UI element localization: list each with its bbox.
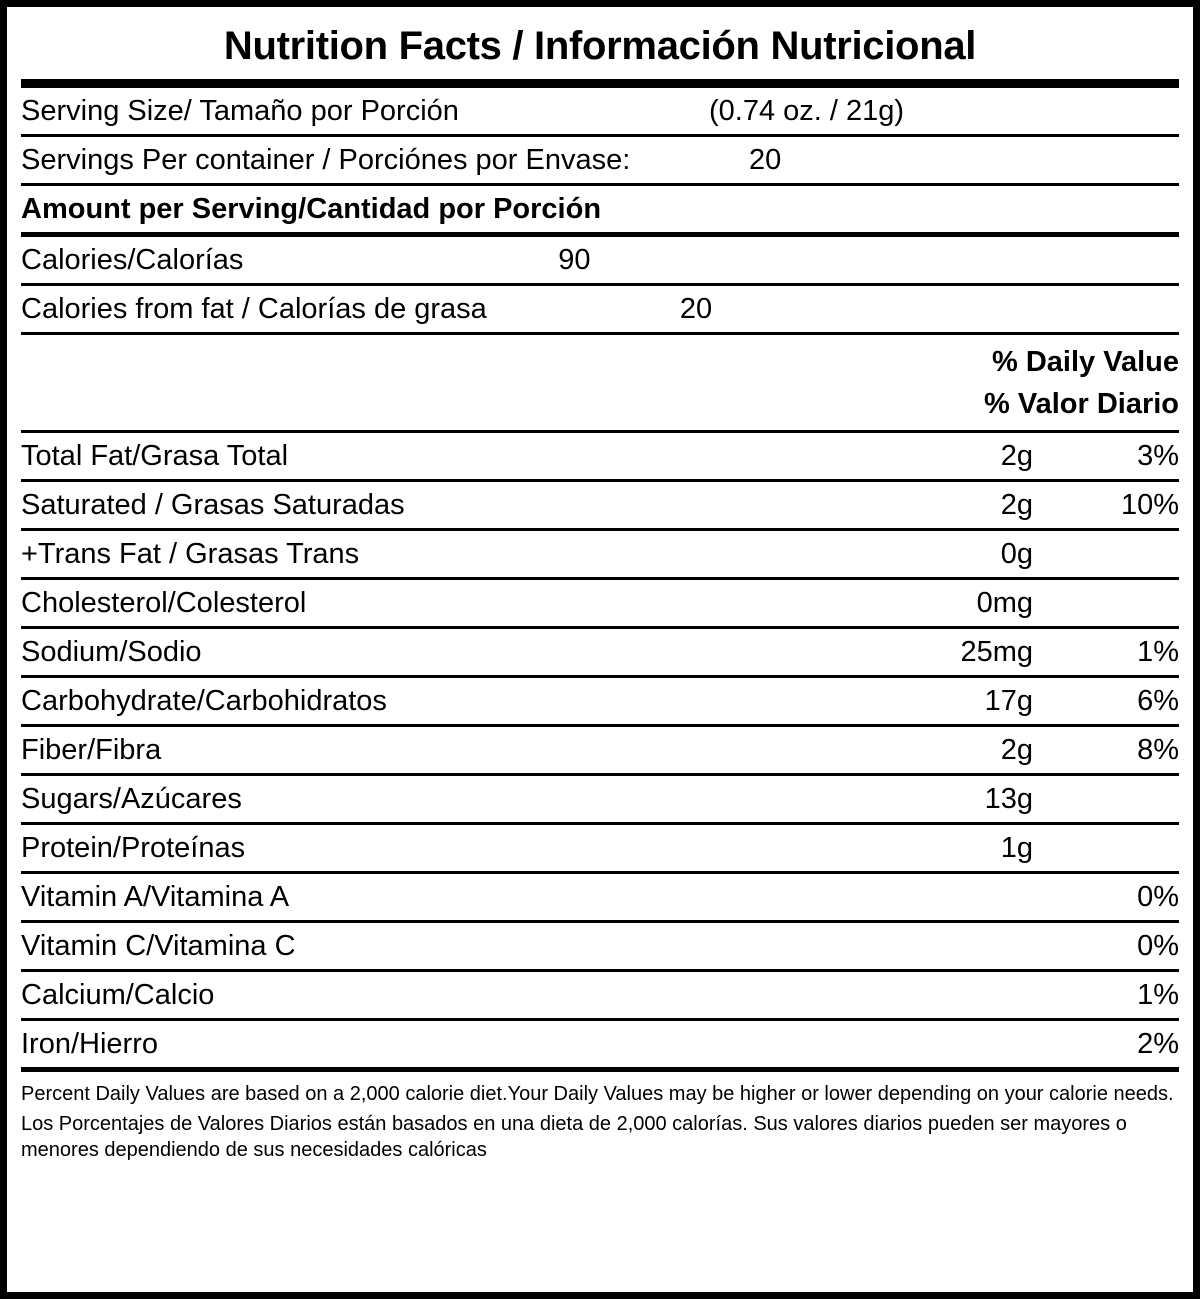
calories-row <box>21 237 1179 283</box>
footnote-en: Percent Daily Values are based on a 2,000 calorie diet.Your Daily Values may be higher or lower depending on your calorie needs. <box>21 1082 1174 1105</box>
serving-size-row <box>21 88 1179 134</box>
nutrient-name: Fiber/Fibra <box>21 733 162 766</box>
nutrient-name: Vitamin A/Vitamina A <box>21 880 290 913</box>
nutrient-amount: 2g <box>1000 439 1033 472</box>
servings-per-container-row <box>21 137 1179 183</box>
nutrient-row <box>21 825 1179 871</box>
daily-value-header-en: % Daily Value <box>992 346 1179 378</box>
calories-from-fat-value: 20 <box>679 293 713 325</box>
daily-value-header-es: % Valor Diario <box>983 388 1179 421</box>
nutrient-amount: 2g <box>1000 488 1033 521</box>
nutrient-name: Iron/Hierro <box>21 1027 158 1060</box>
nutrient-dv: 8% <box>1137 733 1179 766</box>
calories-from-fat-row <box>21 286 1179 332</box>
nutrient-amount: 25mg <box>960 635 1033 668</box>
serving-size-label: Serving Size/ Tamaño por Porción <box>21 95 459 127</box>
amount-per-serving-label: Amount per Serving/Cantidad por Porción <box>21 193 602 225</box>
nutrient-dv: 0% <box>1137 929 1179 962</box>
nutrient-row <box>21 580 1179 626</box>
servings-per-container-value: 20 <box>749 144 782 176</box>
nutrient-name: Carbohydrate/Carbohidratos <box>21 684 387 717</box>
page-title: Nutrition Facts / Información Nutricional <box>223 24 977 68</box>
nutrient-dv: 1% <box>1137 635 1179 668</box>
footnotes <box>21 1072 1179 1169</box>
nutrient-name: +Trans Fat / Grasas Trans <box>21 537 360 570</box>
nutrient-name: Saturated / Grasas Saturadas <box>21 488 405 521</box>
nutrient-row <box>21 678 1179 724</box>
nutrient-name: Calcium/Calcio <box>21 978 215 1011</box>
nutrient-name: Protein/Proteínas <box>21 831 246 864</box>
nutrient-dv: 0% <box>1137 880 1179 913</box>
nutrient-row <box>21 433 1179 479</box>
nutrient-amount: 2g <box>1000 733 1033 766</box>
nutrient-dv: 3% <box>1137 439 1179 472</box>
nutrient-amount: 0g <box>1000 537 1033 570</box>
nutrient-row <box>21 727 1179 773</box>
nutrient-amount: 0mg <box>976 586 1033 619</box>
nutrient-row <box>21 923 1179 969</box>
calories-from-fat-label: Calories from fat / Calorías de grasa <box>21 293 487 325</box>
nutrient-row <box>21 874 1179 920</box>
calories-label: Calories/Calorías <box>21 244 244 276</box>
nutrient-amount: 1g <box>1000 831 1033 864</box>
nutrient-row <box>21 629 1179 675</box>
footnote-es: Los Porcentajes de Valores Diarios están basados en una dieta de 2,000 calorías. Sus valores diarios pueden ser mayores o menores dependiendo de sus necesidades calóricas <box>21 1113 1127 1162</box>
nutrient-name: Sugars/Azúcares <box>21 782 242 815</box>
amount-per-serving-row <box>21 186 1179 232</box>
calories-value: 90 <box>558 244 591 276</box>
nutrient-name: Vitamin C/Vitamina C <box>21 929 296 962</box>
nutrient-amount: 13g <box>984 782 1033 815</box>
nutrient-row <box>21 482 1179 528</box>
nutrient-dv: 1% <box>1137 978 1179 1011</box>
nutrient-name: Cholesterol/Colesterol <box>21 586 307 619</box>
nutrient-row <box>21 531 1179 577</box>
nutrient-dv: 2% <box>1137 1027 1179 1060</box>
nutrient-name: Total Fat/Grasa Total <box>21 439 289 472</box>
nutrient-dv: 10% <box>1120 488 1179 521</box>
nutrient-row <box>21 972 1179 1018</box>
servings-per-container-label: Servings Per container / Porciónes por Envase: <box>21 144 631 176</box>
nutrient-dv: 6% <box>1137 684 1179 717</box>
nutrient-row <box>21 776 1179 822</box>
divider-thick-top <box>21 79 1179 88</box>
nutrient-row <box>21 1021 1179 1067</box>
nutrient-name: Sodium/Sodio <box>21 635 202 668</box>
nutrient-amount: 17g <box>984 684 1033 717</box>
serving-size-value: (0.74 oz. / 21g) <box>709 95 905 127</box>
